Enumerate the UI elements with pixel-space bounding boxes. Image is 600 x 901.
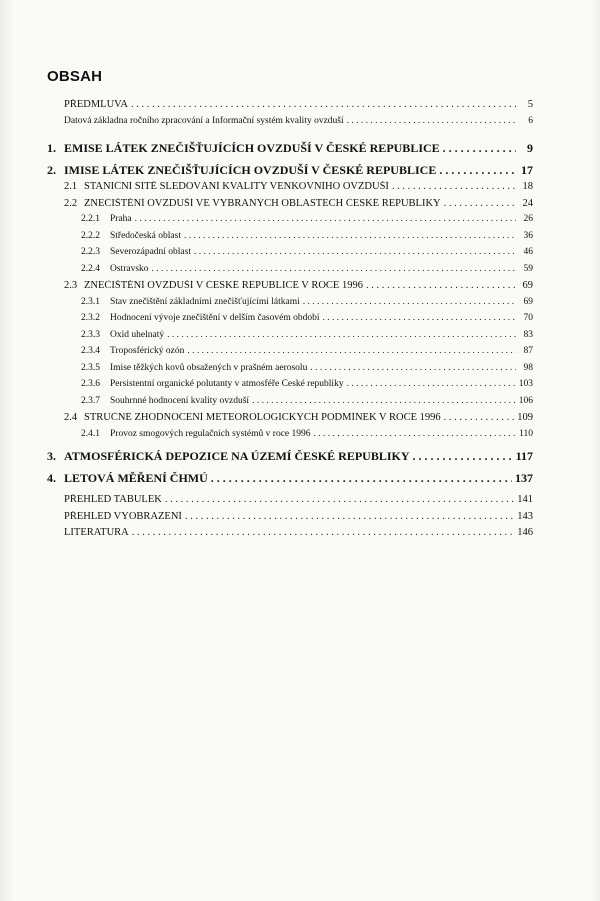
toc-entry-number: 2.3.3 xyxy=(81,329,100,340)
toc-subsection-2-3-4[interactable] xyxy=(47,346,533,363)
dot-leader xyxy=(347,116,516,126)
dot-leader xyxy=(131,99,516,110)
dot-leader xyxy=(439,163,516,178)
dot-leader xyxy=(303,297,516,307)
toc-entry-title: Oxid uhelnatý xyxy=(110,329,165,340)
page-shadow-left xyxy=(0,0,14,901)
toc-chapter-1[interactable] xyxy=(47,137,533,159)
toc-entry-title: STRUČNÉ ZHODNOCENÍ METEOROLOGICKÝCH PODMÍNEK V ROCE 1996 xyxy=(84,412,441,423)
toc-entry-number: 2.4 xyxy=(64,412,78,423)
toc-entry-number: 2.2.4 xyxy=(81,263,100,274)
toc-entry-page: 98 xyxy=(523,362,533,373)
toc-entry-page: 9 xyxy=(527,140,533,155)
dot-leader xyxy=(314,429,516,439)
toc-entry-literatura[interactable] xyxy=(47,527,533,544)
dot-leader xyxy=(185,511,514,522)
toc-subsection-2-3-2[interactable] xyxy=(47,313,533,330)
toc-section-2-1[interactable] xyxy=(47,181,533,198)
toc-entry-predmluva[interactable] xyxy=(47,99,533,116)
dot-leader xyxy=(444,412,515,423)
toc-entry-page: 17 xyxy=(521,162,533,177)
toc-entry-page: 109 xyxy=(517,412,533,423)
toc-entry-page: 59 xyxy=(523,263,533,274)
toc-entry-page: 46 xyxy=(523,247,533,257)
toc-entry-title: Severozápadní oblast xyxy=(110,247,191,257)
toc-entry-prehled-vyobrazeni[interactable] xyxy=(47,511,533,528)
toc-entry-title: PŘEDMLUVA xyxy=(64,99,128,110)
toc-entry-number: 2.4.1 xyxy=(81,428,100,439)
toc-entry-title: Ostravsko xyxy=(110,263,149,274)
dot-leader xyxy=(152,264,516,274)
toc-entry-title: EMISE LÁTEK ZNEČIŠŤUJÍCÍCH OVZDUŠÍ V ČESKÉ REPUBLICE xyxy=(64,140,440,155)
toc-entry-page: 117 xyxy=(515,448,533,463)
dot-leader xyxy=(135,214,516,224)
table-of-contents xyxy=(47,99,533,544)
toc-entry-title: LITERATURA xyxy=(64,527,129,538)
toc-entry-number: 2.3 xyxy=(64,280,78,291)
toc-subsection-2-3-1[interactable] xyxy=(47,297,533,314)
toc-entry-number: 2. xyxy=(47,162,56,177)
toc-entry-page: 106 xyxy=(518,395,533,406)
dot-leader xyxy=(322,313,516,323)
toc-entry-page: 36 xyxy=(523,230,533,241)
toc-entry-number: 4. xyxy=(47,470,56,485)
dot-leader xyxy=(444,198,516,209)
toc-entry-page: 146 xyxy=(517,527,533,538)
toc-entry-page: 103 xyxy=(518,379,533,389)
toc-entry-number: 2.2 xyxy=(64,197,78,209)
toc-entry-title: Souhrnné hodnocení kvality ovzduší xyxy=(110,395,250,406)
dot-leader xyxy=(310,363,516,373)
toc-chapter-3[interactable] xyxy=(47,445,533,467)
toc-entry-title: Persistentní organické polutanty v atmosféře České republiky xyxy=(110,379,344,389)
toc-subsection-2-2-3[interactable] xyxy=(47,247,533,264)
page-shadow-right xyxy=(592,0,600,901)
toc-chapter-4[interactable] xyxy=(47,467,533,489)
toc-entry-number: 2.3.4 xyxy=(81,346,100,356)
toc-entry-title: ZNEČIŠTĚNÍ OVZDUŠÍ VE VYBRANÝCH OBLASTECH ČESKÉ REPUBLIKY xyxy=(84,197,441,209)
dot-leader xyxy=(167,330,516,340)
toc-section-2-4[interactable] xyxy=(47,412,533,429)
dot-leader xyxy=(132,527,515,538)
toc-entry-title: Stav znečištění základními znečišťujícími látkami xyxy=(110,296,300,307)
toc-entry-title: Středočeská oblast xyxy=(110,230,181,241)
toc-subsection-2-2-4[interactable] xyxy=(47,264,533,281)
toc-entry-number: 2.3.5 xyxy=(81,362,100,373)
toc-entry-page: 137 xyxy=(515,470,533,485)
toc-subsection-2-4-1[interactable] xyxy=(47,429,533,446)
toc-entry-page: 26 xyxy=(523,214,533,224)
toc-entry-title: PŘEHLED TABULEK xyxy=(64,494,162,505)
toc-entry-page: 83 xyxy=(523,329,533,340)
toc-entry-number: 2.2.1 xyxy=(81,214,100,224)
dot-leader xyxy=(413,449,513,464)
toc-subsection-2-3-7[interactable] xyxy=(47,396,533,413)
toc-subsection-2-2-2[interactable] xyxy=(47,231,533,248)
toc-section-2-2[interactable] xyxy=(47,198,533,215)
toc-entry-page: 141 xyxy=(517,494,533,505)
toc-entry-title: LETOVÁ MĚŘENÍ ČHMÚ xyxy=(64,470,208,485)
toc-entry-number: 2.1 xyxy=(64,181,78,192)
toc-entry-page: 18 xyxy=(522,181,533,192)
toc-entry-datova-zakladna[interactable] xyxy=(47,116,533,133)
dot-leader xyxy=(443,141,516,156)
toc-entry-number: 3. xyxy=(47,448,56,463)
toc-entry-number: 2.3.1 xyxy=(81,296,100,307)
toc-entry-title: Imise těžkých kovů obsažených v prašném aerosolu xyxy=(110,362,308,373)
toc-entry-page: 87 xyxy=(523,346,533,356)
toc-entry-title: ZNEČIŠTĚNÍ OVZDUŠÍ V ČESKÉ REPUBLICE V ROCE 1996 xyxy=(84,280,363,291)
toc-entry-number: 2.3.7 xyxy=(81,395,100,406)
toc-entry-title: STANIČNÍ SÍTĚ SLEDOVÁNÍ KVALITY VENKOVNÍHO OVZDUŠÍ xyxy=(84,181,389,192)
toc-entry-number: 2.3.6 xyxy=(81,379,100,389)
toc-entry-title: Troposférický ozón xyxy=(110,346,185,356)
toc-section-2-3[interactable] xyxy=(47,280,533,297)
toc-entry-title: Datová základna ročního zpracování a Informační systém kvality ovzduší xyxy=(64,115,344,126)
toc-subsection-2-2-1[interactable] xyxy=(47,214,533,231)
toc-entry-title: Provoz smogových regulačních systémů v roce 1996 xyxy=(110,428,311,439)
dot-leader xyxy=(252,396,516,406)
dot-leader xyxy=(165,494,514,505)
toc-entry-page: 24 xyxy=(522,197,533,209)
dot-leader xyxy=(392,181,516,192)
toc-entry-number: 2.3.2 xyxy=(81,313,100,323)
toc-entry-title: Hodnocení vývoje znečištění v delším časovém období xyxy=(110,313,320,323)
dot-leader xyxy=(347,379,516,389)
toc-entry-title: Praha xyxy=(110,214,132,224)
toc-chapter-2[interactable] xyxy=(47,159,533,181)
toc-subsection-2-3-5[interactable] xyxy=(47,363,533,380)
toc-entry-page: 143 xyxy=(517,510,533,522)
toc-entry-page: 5 xyxy=(527,99,533,110)
dot-leader xyxy=(211,471,512,486)
toc-entry-page: 70 xyxy=(523,313,533,323)
toc-entry-number: 2.2.3 xyxy=(81,247,100,257)
toc-subsection-2-3-6[interactable] xyxy=(47,379,533,396)
dot-leader xyxy=(187,346,516,356)
toc-entry-title: ATMOSFÉRICKÁ DEPOZICE NA ÚZEMÍ ČESKÉ REPUBLIKY xyxy=(64,448,410,463)
toc-entry-page: 69 xyxy=(523,296,533,307)
toc-entry-page: 69 xyxy=(522,280,533,291)
toc-heading: OBSAH xyxy=(47,68,103,85)
toc-subsection-2-3-3[interactable] xyxy=(47,330,533,347)
toc-entry-title: IMISE LÁTEK ZNEČIŠŤUJÍCÍCH OVZDUŠÍ V ČESKÉ REPUBLICE xyxy=(64,162,437,177)
toc-entry-prehled-tabulek[interactable] xyxy=(47,494,533,511)
dot-leader xyxy=(194,247,516,257)
dot-leader xyxy=(366,280,516,291)
toc-entry-number: 1. xyxy=(47,140,56,155)
toc-entry-number: 2.2.2 xyxy=(81,230,100,241)
toc-entry-page: 6 xyxy=(528,115,533,126)
toc-entry-page: 110 xyxy=(519,428,533,439)
toc-entry-title: PŘEHLED VYOBRAZENÍ xyxy=(64,510,182,522)
dot-leader xyxy=(184,231,516,241)
